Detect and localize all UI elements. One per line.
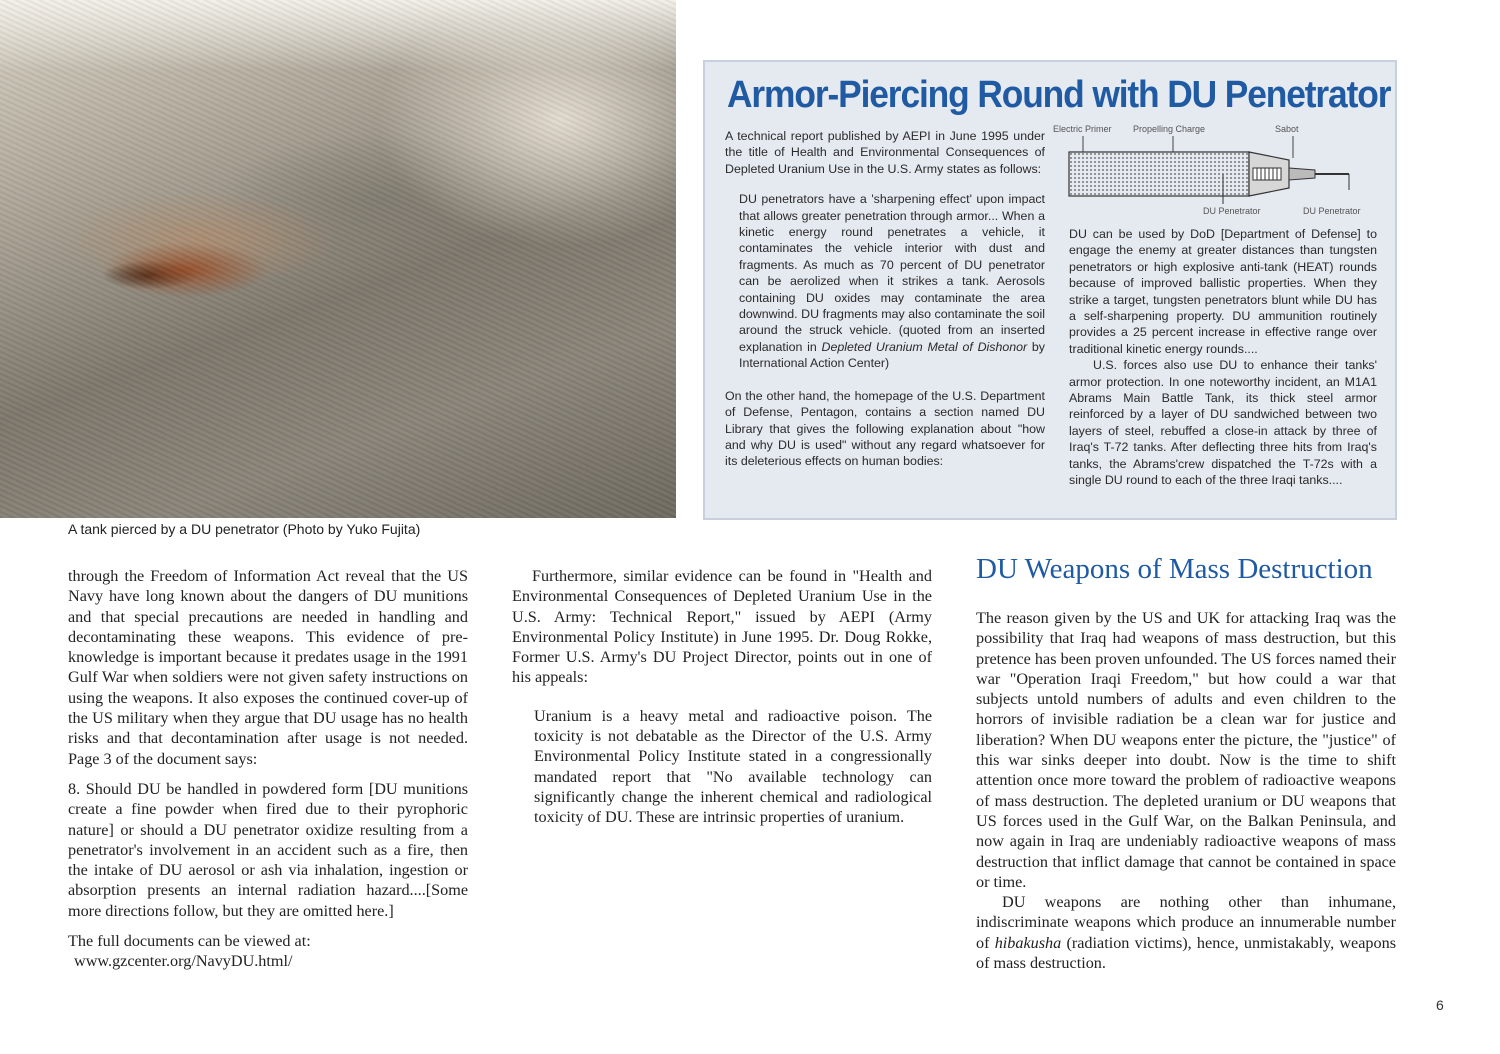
page-number: 6 (1436, 997, 1444, 1013)
sidebar-quote-text-a: DU penetrators have a 'sharpening effect' upon impact that allows greater penetration through armor... When a kinetic energy round penetrates a vehicle, it contaminates the vehicle interior with dust and fragments. As much as 70 percent of DU penetrator can be aerolized when it strikes a tank. Aerosols containing DU oxides may contaminate the area downwind. DU fragments may also contaminate the soil around the struck vehicle. (quoted from an inserted explanation in (739, 192, 1045, 354)
sidebar-quote-book-title: Depleted Uranium Metal of Dishonor (821, 339, 1028, 354)
round-cross-section (1053, 124, 1379, 218)
diagram-label-penetrator-1: DU Penetrator (1203, 206, 1261, 216)
sidebar-right-paragraph-2: U.S. forces also use DU to enhance their tanks' armor protection. In one noteworthy incident, an M1A1 Abrams Main Battle Tank, its thick steel armor reinforced by a layer of DU sandwiched between two layers of steel, rebuffed a close-in attack by three of Iraq's T-72 tanks. After deflecting three hits from Iraq's tanks, the Abrams'crew dispatched the T-72s with a single DU round to each of the three Iraqi tanks.... (1069, 358, 1377, 488)
hibakusha-term: hibakusha (994, 933, 1062, 952)
sidebar-quote-text-b: by International Action Center) (739, 339, 1045, 371)
section-heading: DU Weapons of Mass Destruction (976, 553, 1373, 585)
diagram-label-primer: Electric Primer (1053, 124, 1112, 134)
diagram-label-charge: Propelling Charge (1133, 124, 1206, 134)
diagram-label-penetrator-2: DU Penetrator (1303, 206, 1361, 216)
column3-paragraph-2 (976, 892, 1396, 973)
sidebar-left-column (725, 128, 1045, 470)
column2-paragraph-1: Furthermore, similar evidence can be found in "Health and Environmental Consequences of Depleted Uranium Use in the U.S. Army: Technical Report," issued by AEPI (Army Environmental Policy Institute) in June 1995. Dr. Doug Rokke, Former U.S. Army's DU Project Director, points out in one of his appeals: (512, 567, 932, 687)
sidebar-intro: A technical report published by AEPI in June 1995 under the title of Health and Environmental Consequences of Depleted Uranium Use in the U.S. Army states as follows: (725, 129, 1045, 176)
diagram-label-sabot: Sabot (1275, 124, 1299, 134)
column3-paragraph-1: The reason given by the US and UK for attacking Iraq was the possibility that Iraq had weapons of mass destruction, but this pretence has been proven unfounded. The US forces named their war "Operation Iraqi Freedom," but how could a war that subjects untold numbers of adults and even children to the horrors of invisible radiation be a clean war for justice and liberation? When DU weapons enter the picture, the "justice" of this war sinks deeper into doubt. Now is the time to shift attention once more toward the problem of radioactive weapons of mass destruction. The depleted uranium or DU weapons that US forces used in the Gulf War, on the Balkan Peninsula, and now again in Iraq are undeniably radioactive weapons of mass destruction that inflict damage that cannot be contained in space or time. (976, 609, 1396, 891)
sidebar-quote (725, 191, 1045, 371)
body-column-2 (512, 566, 932, 828)
sidebar-title: Armor-Piercing Round with DU Penetrator (727, 74, 1391, 116)
body-column-3 (976, 608, 1396, 973)
sidebar-left-paragraph-2: On the other hand, the homepage of the U.S. Department of Defense, Pentagon, contains a section named DU Library that gives the following explanation about "how and why DU is used" without any regard whatsoever for its deleterious effects on human bodies: (725, 388, 1045, 469)
column3-paragraph-2-a: DU weapons are nothing other than inhumane, indiscriminate weapons which produce an innumerable number of (976, 893, 1396, 952)
sidebar-right-column (1069, 226, 1377, 489)
column3-paragraph-2-b: (radiation victims), hence, unmistakably, weapons of mass destruction. (976, 933, 1396, 973)
column2-quote: Uranium is a heavy metal and radioactive poison. The toxicity is not debatable as the Director of the U.S. Army Environmental Policy Institute stated in a congressionally mandated report that "No available technology can significantly change the inherent chemical and radiological toxicity of DU. These are intrinsic properties of uranium. (534, 706, 932, 827)
document-url: www.gzcenter.org/NavyDU.html/ (74, 952, 293, 971)
column1-paragraph-3: The full documents can be viewed at: (68, 932, 311, 951)
photo-texture (0, 0, 676, 518)
column1-paragraph-1: through the Freedom of Information Act reveal that the US Navy have long known about the dangers of DU munitions and that special precautions are needed in handling and decontaminating these weapons. This evidence of pre-knowledge is important because it predates usage in the 1991 Gulf War when soldiers were not given safety instructions on using the weapons. It also exposes the continued cover-up of the US military when they argue that DU usage has no health risks and that decontamination after usage is not needed. Page 3 of the document says: (68, 567, 468, 768)
du-round-diagram (1053, 124, 1379, 218)
tank-photo (0, 0, 676, 518)
sidebar-box (703, 60, 1397, 520)
sidebar-right-paragraph-1: DU can be used by DoD [Department of Defense] to engage the enemy at greater distances than tungsten penetrators or high explosive anti-tank (HEAT) rounds because of improved ballistic properties. When they strike a target, tungsten penetrators blunt while DU has a self-sharpening property. DU ammunition routinely provides a 25 percent increase in effective range over traditional kinetic energy rounds.... (1069, 227, 1377, 356)
photo-caption: A tank pierced by a DU penetrator (Photo by Yuko Fujita) (68, 521, 421, 537)
column1-paragraph-2: 8. Should DU be handled in powdered form [DU munitions create a fine powder when fired due to their pyrophoric nature] or should a DU penetrator oxidize resulting from a penetrator's involvement in an accident such as a fire, then the intake of DU aerosol or ash via inhalation, ingestion or absorption presents an internal radiation hazard....[Some more directions follow, but they are omitted here.] (68, 779, 468, 920)
body-column-1 (68, 566, 468, 972)
